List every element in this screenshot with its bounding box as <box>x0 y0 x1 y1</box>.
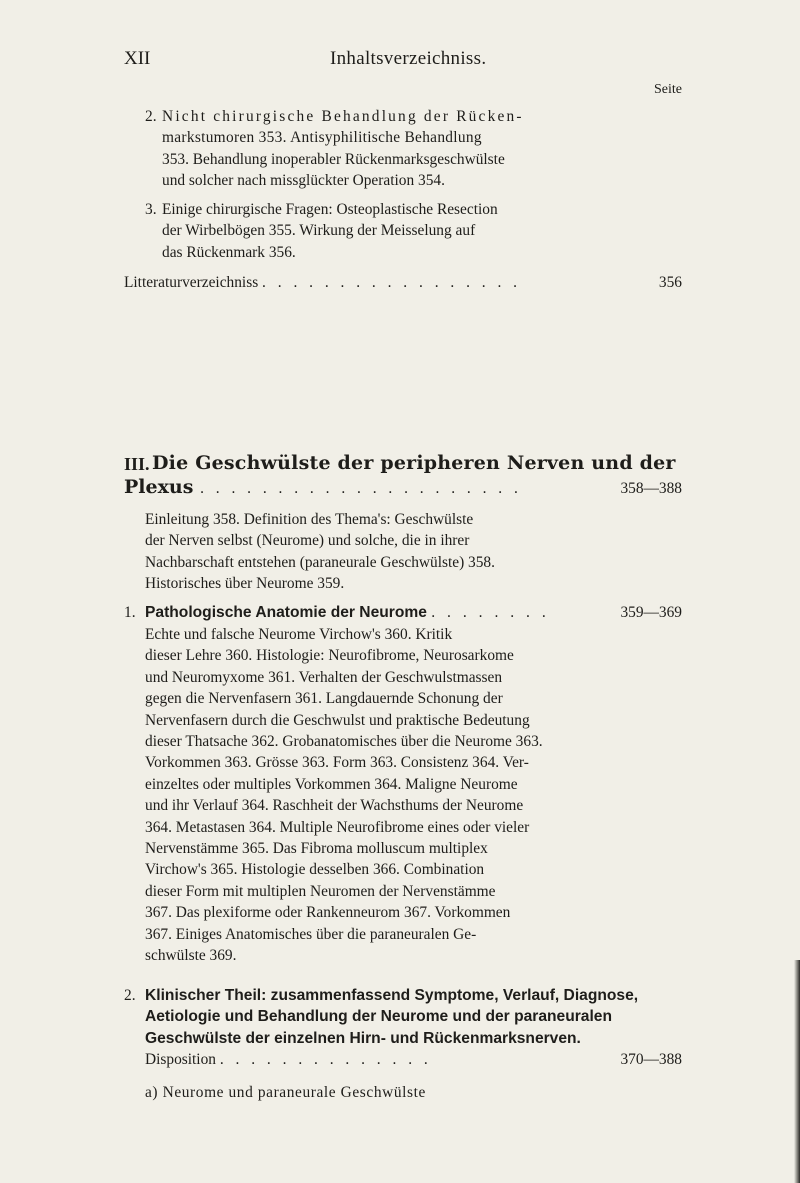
leader-dots: . . . . . . . . <box>431 604 550 621</box>
body-line: Vorkommen 363. Grösse 363. Form 363. Consistenz 364. Ver- <box>145 754 529 772</box>
part-number: 1. <box>124 604 136 621</box>
toc-entry <box>162 199 682 263</box>
entry-line: Einige chirurgische Fragen: Osteoplastische Resection <box>162 201 498 218</box>
section-title-cont <box>124 476 522 498</box>
seite-label: Seite <box>654 82 682 97</box>
body-line: 367. Einiges Anatomisches über die paraneuralen Ge- <box>145 925 477 943</box>
body-line: einzeltes oder multiples Vorkommen 364. Maligne Neurome <box>145 775 518 793</box>
body-line: gegen die Nervenfasern 361. Langdauernde Schonung der <box>145 690 503 708</box>
disposition-label: Disposition <box>145 1051 216 1068</box>
leader-dots: . . . . . . . . . . . . . . . . . . . . . <box>200 480 522 497</box>
body-line: Echte und falsche Neurome Virchow's 360. Kritik <box>145 626 453 643</box>
subsection-a <box>145 1082 690 1103</box>
entry-line: Nicht chirurgische Behandlung der Rücken- <box>162 108 524 125</box>
body-line: dieser Lehre 360. Histologie: Neurofibrome, Neurosarkome <box>145 647 514 665</box>
disposition-entry <box>145 1049 432 1070</box>
entry-line: und solcher nach missglückter Operation 354. <box>162 172 445 190</box>
litteratur-label: Litteraturverzeichniss <box>124 274 259 291</box>
sub-line: a) Neurome und paraneurale Geschwülste <box>145 1084 426 1101</box>
section-number: III. <box>124 454 150 474</box>
toc-entry <box>162 106 682 192</box>
item-number: 2. <box>145 108 157 125</box>
heading-line: Geschwülste der einzelnen Hirn- und Rückenmarksnerven. <box>145 1029 581 1047</box>
intro-line: Historisches über Neurome 359. <box>145 575 345 593</box>
body-line: 364. Metastasen 364. Multiple Neurofibrome eines oder vieler <box>145 818 530 836</box>
body-line: 367. Das plexiforme oder Rankenneurom 367. Vorkommen <box>145 904 511 922</box>
intro-line: Nachbarschaft entstehen (paraneurale Geschwülste) 358. <box>145 553 495 571</box>
entry-line: das Rückenmark 356. <box>162 243 296 261</box>
intro-line: Einleitung 358. Definition des Thema's: Geschwülste <box>145 511 474 528</box>
item-number: 3. <box>145 201 157 218</box>
entry-line: markstumoren 353. Antisyphilitische Behandlung <box>162 129 482 147</box>
part-pages: 359—369 <box>620 604 682 621</box>
page-edge-shadow <box>794 960 800 1183</box>
body-line: und ihr Verlauf 364. Raschheit der Wachsthums der Neurome <box>145 797 524 815</box>
body-line: dieser Thatsache 362. Grobanatomisches über die Neurome 363. <box>145 733 543 751</box>
part-pages: 370—388 <box>620 1051 682 1068</box>
heading-line: Aetiologie und Behandlung der Neurome und der paraneuralen <box>145 1008 612 1026</box>
entry-line: 353. Behandlung inoperabler Rückenmarksgeschwülste <box>162 150 505 168</box>
leader-dots: . . . . . . . . . . . . . . <box>219 1051 432 1068</box>
part-number: 2. <box>124 987 136 1004</box>
body-line: Virchow's 365. Histologie desselben 366. Combination <box>145 861 485 879</box>
section-pages: 358—388 <box>620 480 682 497</box>
part-heading <box>145 985 690 1049</box>
intro-line: der Nerven selbst (Neurome) und solche, die in ihrer <box>145 532 470 550</box>
body-line: Nervenstämme 365. Das Fibroma molluscum multiplex <box>145 840 488 858</box>
leader-dots: . . . . . . . . . . . . . . . . . <box>262 274 522 291</box>
page-number: XII <box>124 48 151 69</box>
body-line: Nervenfasern durch die Geschwulst und praktische Bedeutung <box>145 711 530 729</box>
litteratur-page: 356 <box>658 274 682 291</box>
part-heading <box>145 602 550 623</box>
section-title-word: Plexus <box>124 476 194 498</box>
litteratur-entry <box>124 272 521 293</box>
body-line: dieser Form mit multiplen Neuromen der Nervenstämme <box>145 882 496 900</box>
entry-line: der Wirbelbögen 355. Wirkung der Meisselung auf <box>162 222 476 240</box>
body-line: schwülste 369. <box>145 947 237 965</box>
section-title: Die Geschwülste der peripheren Nerven und der <box>152 452 676 474</box>
part-heading-text: Pathologische Anatomie der Neurome <box>145 604 427 621</box>
body-line: und Neuromyxome 361. Verhalten der Geschwulstmassen <box>145 668 503 686</box>
part-body <box>145 624 685 967</box>
heading-line: Klinischer Theil: zusammenfassend Symptome, Verlauf, Diagnose, <box>145 987 639 1004</box>
section-intro <box>145 509 685 595</box>
running-title: Inhaltsverzeichniss. <box>330 48 487 69</box>
